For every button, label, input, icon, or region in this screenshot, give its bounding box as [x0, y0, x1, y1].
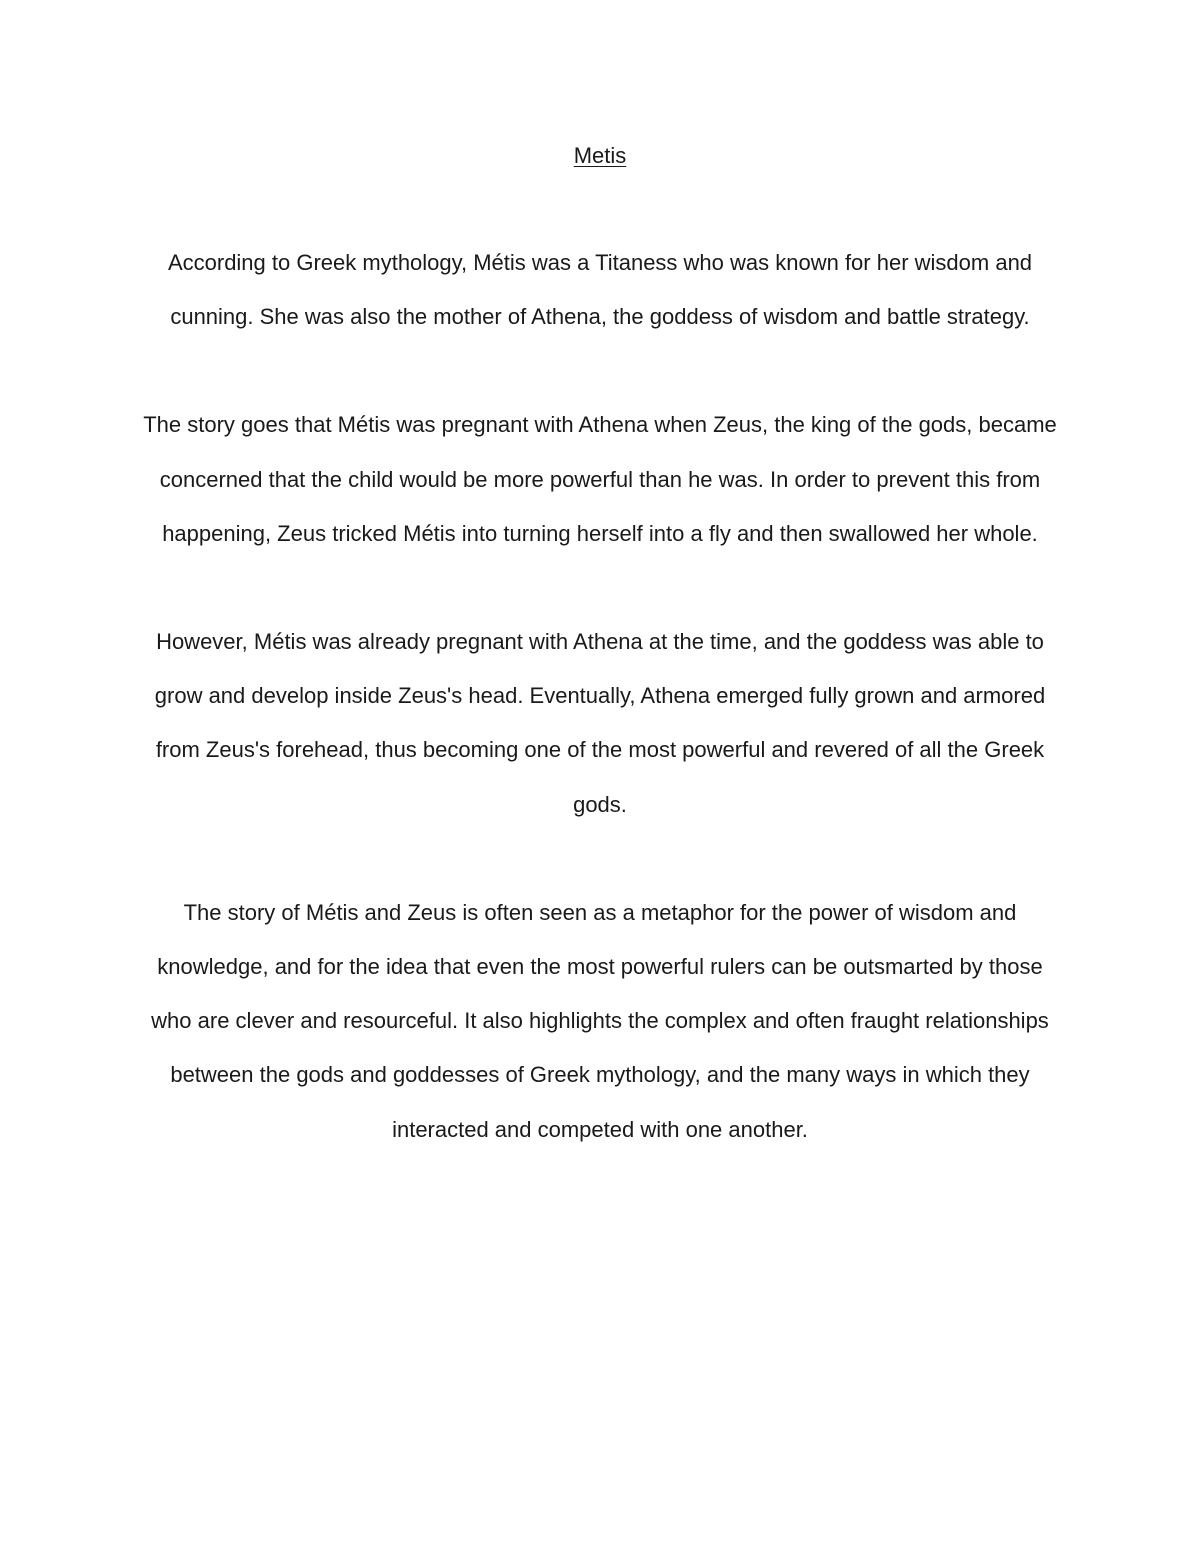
document-title-text: Metis — [573, 143, 627, 168]
paragraph-1: According to Greek mythology, Métis was a Titaness who was known for her wisdom and cunning. She was also the mother of Athena, the goddess of wisdom and battle strategy. — [167, 250, 1033, 330]
paragraph-3: However, Métis was already pregnant with Athena at the time, and the goddess was able to grow and develop inside Zeus's head. Eventually, Athena emerged fully grown and armored from Zeus's forehead, thus becoming one of the most powerful and revered of all the Greek gods. — [154, 629, 1046, 817]
document-title — [0, 140, 1200, 172]
document-body — [135, 236, 1065, 1211]
paragraph-2: The story goes that Métis was pregnant with Athena when Zeus, the king of the gods, became concerned that the child would be more powerful than he was. In order to prevent this from happening, Zeus tricked Métis into turning herself into a fly and then swallowed her whole. — [143, 412, 1057, 546]
paragraph-4: The story of Métis and Zeus is often seen as a metaphor for the power of wisdom and knowledge, and for the idea that even the most powerful rulers can be outsmarted by those who are clever and resourceful. It also highlights the complex and often fraught relationships between the gods and goddesses of Greek mythology, and the many ways in which they interacted and competed with one another. — [151, 899, 1049, 1142]
